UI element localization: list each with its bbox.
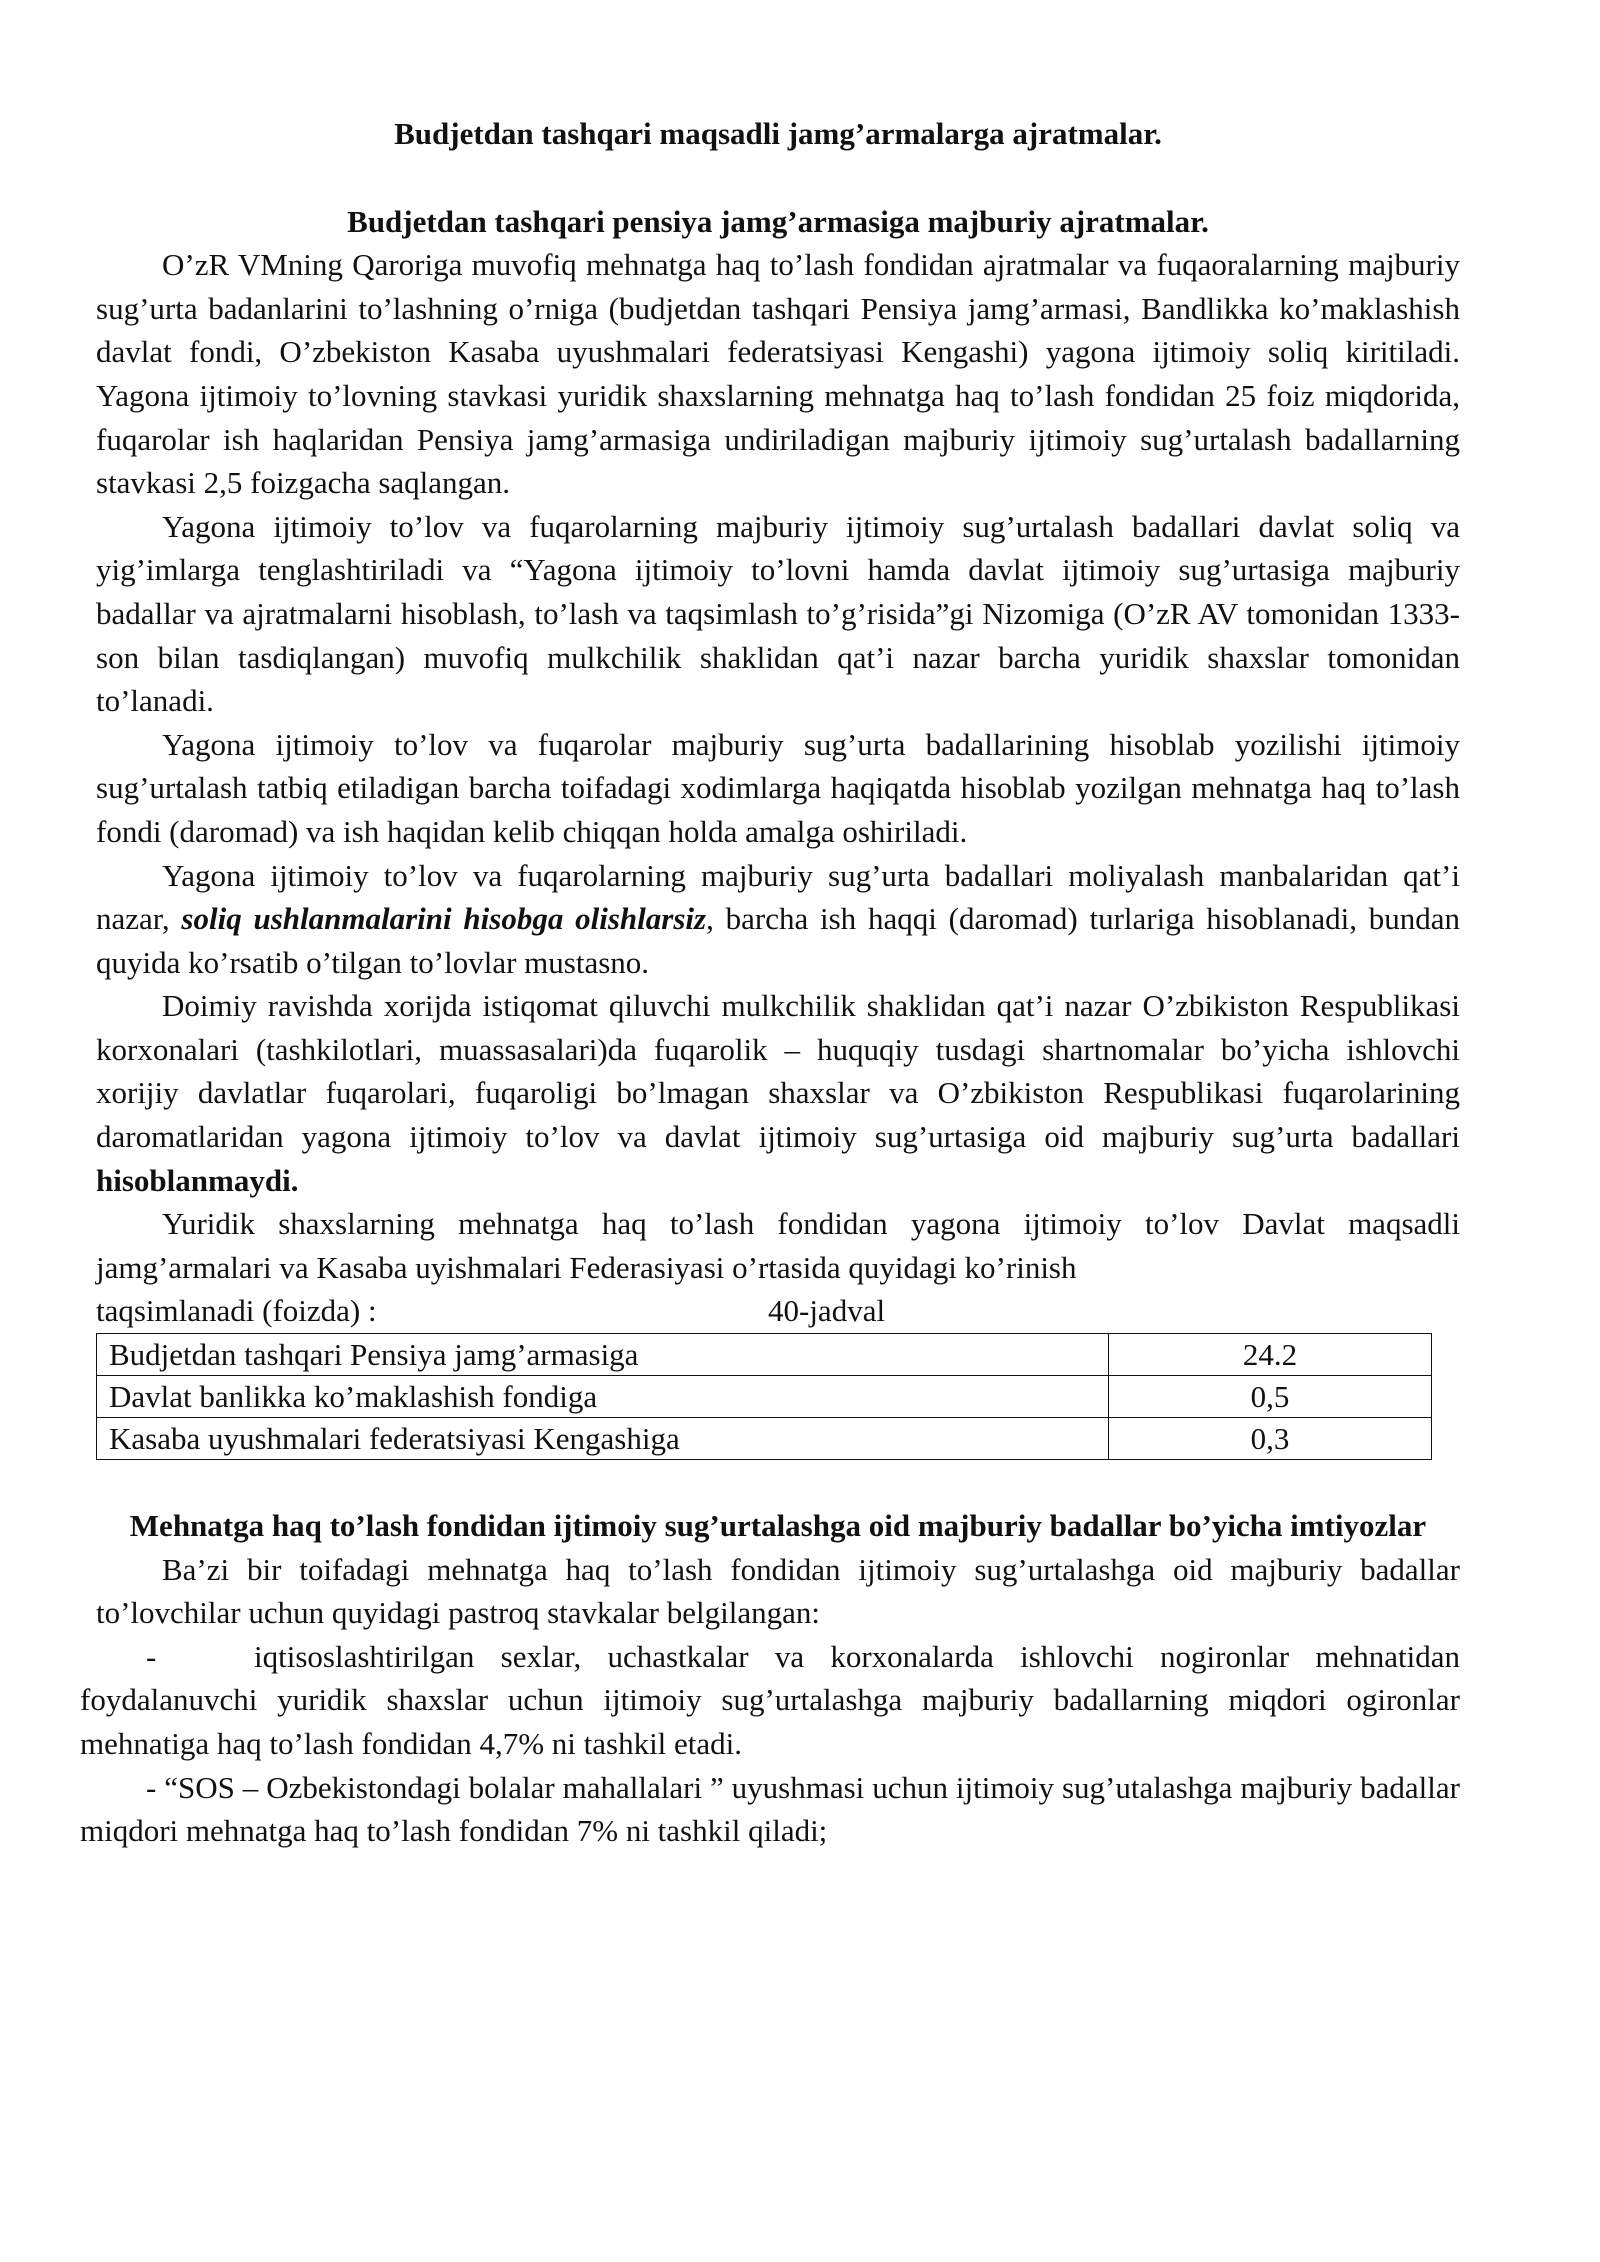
paragraph-2: Yagona ijtimoiy to’lov va fuqarolarning majburiy ijtimoiy sug’urtalash badallari davlat soliq va yig’imlarga tenglashtiriladi va “Yagona ijtimoiy to’lovni hamda davlat ijtimoiy sug’urtasiga majburiy badallar va ajratmalarni hisoblash, to’lash va taqsimlash to’g’risida”gi Nizomiga (O’zR AV tomonidan 1333-son bilan tasdiqlangan) muvofiq mulkchilik shaklidan qat’i nazar barcha yuridik shaxslar tomonidan to’lanadi. [96,508,1460,719]
table-row [97,1418,1432,1460]
table-label: 40-jadval [768,1293,886,1329]
table-cell-name: Kasaba uyushmalari federatsiyasi Kengashiga [97,1418,1109,1460]
paragraph-4-text-b: , barcha ish haqqi (daromad) turlariga hisoblanadi, bundan quyida ko’rsatib o’tilgan to’lovlar mustasno. [96,901,1461,980]
paragraph-5 [96,984,1460,1202]
table-cell-name: Davlat banlikka ko’maklashish fondiga [97,1376,1109,1418]
table-cell-value: 0,3 [1109,1418,1432,1460]
table-row [97,1334,1432,1376]
spacer [96,1460,1460,1504]
paragraph-4-emphasis: soliq ushlanmalarini hisobga olishlarsiz [181,901,707,937]
paragraph-8 [80,1635,1460,1766]
list-dash: - [146,1638,157,1674]
table-cell-value: 24.2 [1109,1334,1432,1376]
table-cell-name: Budjetdan tashqari Pensiya jamg’armasiga [97,1334,1109,1376]
table-cell-value: 0,5 [1109,1376,1432,1418]
paragraph-4-text-a: Yagona ijtimoiy to’lov va fuqarolarning majburiy sug’urta badallari moliyalash manbalaridan qat’i nazar, [96,857,1460,937]
paragraph-1: O’zR VMning Qaroriga muvofiq mehnatga haq to’lash fondidan ajratmalar va fuqaoralarning majburiy sug’urta badanlarini to’lashning o’rniga (budjetdan tashqari Pensiya jamg’armasi, Bandlikka ko’maklashish davlat fondi, O’zbekiston Kasaba uyushmalari federatsiyasi Kengashi) yagona ijtimoiy soliq kiritiladi. Yagona ijtimoiy to’lovning stavkasi yuridik shaxslarning mehnatga haq to’lash fondidan 25 foiz miqdorida, fuqarolar ish haqlaridan Pensiya jamg’armasiga undiriladigan majburiy ijtimoiy sug’urtalash badallarning stavkasi 2,5 foizgacha saqlangan. [96,247,1460,501]
table-caption-line [96,1289,1460,1333]
heading-main: Budjetdan tashqari maqsadli jamg’armalarga ajratmalar. [394,116,1162,151]
paragraph-5-text: Doimiy ravishda xorijda istiqomat qiluvchi mulkchilik shaklidan qat’i nazar O’zbikiston Respublikasi korxonalari (tashkilotlari, muassasalari)da fuqarolik – huquqiy tusdagi shartnomalar bo’yicha ishlovchi xorijiy davlatlar fuqarolari, fuqaroligi bo’lmagan shaxslar va O’zbikiston Respublikasi fuqarolarining daromatlaridan yagona ijtimoiy to’lov va davlat ijtimoiy sug’urtasiga oid majburiy sug’urta badallari [96,988,1460,1155]
paragraph-4 [96,854,1460,985]
paragraph-5-bold: hisoblanmaydi. [96,1162,299,1198]
heading-pension: Budjetdan tashqari pensiya jamg’armasiga majburiy ajratmalar. [347,203,1209,239]
paragraph-9: - “SOS – Ozbekistondagi bolalar mahallalari ” uyushmasi uchun ijtimoiy sug’utalashga majburiy badallar miqdori mehnatga haq to’lash fondidan 7% ni tashkil qiladi; [80,1769,1460,1849]
paragraph-3: Yagona ijtimoiy to’lov va fuqarolar majburiy sug’urta badallarining hisoblab yozilishi ijtimoiy sug’urtalash tatbiq etiladigan barcha toifadagi xodimlarga haqiqatda hisoblab yozilgan mehnatga haq to’lash fondi (daromad) va ish haqidan kelib chiqqan holda amalga oshiriladi. [96,726,1460,849]
paragraph-7: Ba’zi bir toifadagi mehnatga haq to’lash fondidan ijtimoiy sug’urtalashga oid majburiy badallar to’lovchilar uchun quyidagi pastroq stavkalar belgilangan: [96,1551,1460,1631]
table-row [97,1376,1432,1418]
paragraph-8-text: iqtisoslashtirilgan sexlar, uchastkalar va korxonalarda ishlovchi nogironlar mehnatidan foydalanuvchi yuridik shaxslar uchun ijtimoiy sug’urtalashga majburiy badallarning miqdori ogironlar mehnatiga haq to’lash fondidan 4,7% ni tashkil etadi. [80,1638,1460,1761]
allocation-table [96,1333,1432,1460]
paragraph-6: Yuridik shaxslarning mehnatga haq to’lash fondidan yagona ijtimoiy to’lov Davlat maqsadli jamg’armalari va Kasaba uyishmalari Federasiyasi o’rtasida quyidagi ko’rinish [96,1206,1460,1285]
heading-privileges: Mehnatga haq to’lash fondidan ijtimoiy sug’urtalashga oid majburiy badallar bo’yicha imtiyozlar [129,1508,1427,1544]
document-page [80,112,1461,1853]
paragraph-6-end: taqsimlanadi (foizda) : [96,1293,377,1329]
